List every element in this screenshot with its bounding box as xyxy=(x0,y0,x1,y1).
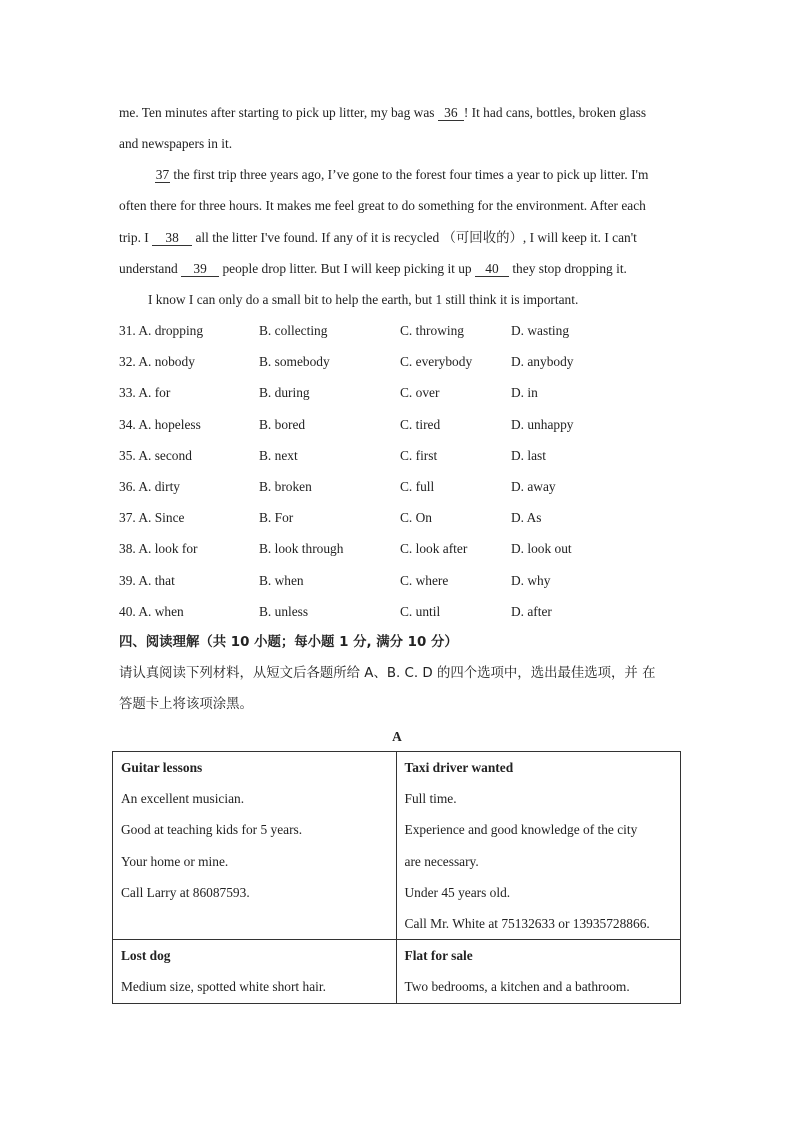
ad-lost-dog xyxy=(113,940,397,1003)
ad-line: Call Mr. White at 75132633 or 13935728866. xyxy=(404,915,650,931)
option-d: D. unhappy xyxy=(511,417,574,432)
option-row-32 xyxy=(119,353,679,371)
passage-text: they stop dropping it. xyxy=(508,261,627,276)
passage-text: all the litter I've found. If any of it is recycled （可回收的）, I will keep it. I can't xyxy=(192,230,637,245)
option-a: 37. A. Since xyxy=(119,510,185,525)
passage-text: understand xyxy=(119,261,182,276)
option-b: B. For xyxy=(259,510,294,525)
option-d: D. after xyxy=(511,604,552,619)
option-a: 31. A. dropping xyxy=(119,323,204,338)
blank-37: 37 xyxy=(155,167,170,182)
option-d: D. away xyxy=(511,479,556,494)
option-row-39 xyxy=(119,572,679,590)
option-d: D. look out xyxy=(511,541,572,556)
option-b: B. unless xyxy=(259,604,309,619)
option-a: 34. A. hopeless xyxy=(119,417,201,432)
option-a: 38. A. look for xyxy=(119,541,198,556)
ad-line: Medium size, spotted white short hair. xyxy=(121,979,326,995)
passage-line-4: often there for three hours. It makes me feel great to do something for the environment. After each xyxy=(119,198,646,213)
option-row-31 xyxy=(119,322,679,340)
option-c: C. where xyxy=(400,573,449,588)
instruction-line-1: 请认真阅读下列材料，从短文后各题所给 A、B. C. D 的四个选项中，选出最佳选项，并 在 xyxy=(119,666,656,681)
option-d: D. why xyxy=(511,573,551,588)
option-b: B. look through xyxy=(259,541,344,556)
instruction-line-2: 答题卡上将该项涂黑。 xyxy=(119,697,253,712)
option-b: B. next xyxy=(259,448,298,463)
ad-guitar-lessons xyxy=(113,752,397,940)
option-b: B. somebody xyxy=(259,354,330,369)
blank-40: 40 xyxy=(475,261,509,277)
table-row xyxy=(113,940,681,1003)
option-d: D. anybody xyxy=(511,354,574,369)
option-row-37 xyxy=(119,509,679,527)
option-b: B. collecting xyxy=(259,323,328,338)
passage-line-7: I know I can only do a small bit to help the earth, but 1 still think it is important. xyxy=(148,292,579,307)
ad-title: Guitar lessons xyxy=(121,760,203,775)
option-c: C. everybody xyxy=(400,354,473,369)
passage-text: trip. I xyxy=(119,230,153,245)
passage-text: the first trip three years ago, I’ve gone to the forest four times a year to pick up litter. I'm xyxy=(170,167,649,182)
ad-title: Taxi driver wanted xyxy=(404,760,514,775)
option-c: C. tired xyxy=(400,417,441,432)
ad-line: Good at teaching kids for 5 years. xyxy=(121,822,303,838)
option-b: B. when xyxy=(259,573,304,588)
option-d: D. in xyxy=(511,385,538,400)
option-row-38 xyxy=(119,540,679,558)
ad-line: Full time. xyxy=(404,791,457,807)
ad-line: Call Larry at 86087593. xyxy=(121,884,250,900)
option-b: B. bored xyxy=(259,417,306,432)
ad-title: Flat for sale xyxy=(404,948,473,964)
ad-line: Experience and good knowledge of the city xyxy=(404,822,638,838)
blank-38: 38 xyxy=(152,230,192,246)
passage-label: A xyxy=(392,729,402,744)
passage-text: me. Ten minutes after starting to pick up litter, my bag was xyxy=(119,105,438,120)
option-a: 40. A. when xyxy=(119,604,184,619)
ad-line: Under 45 years old. xyxy=(404,884,511,900)
passage-text: ! It had cans, bottles, broken glass xyxy=(463,105,647,120)
ad-title: Lost dog xyxy=(121,948,171,964)
ad-flat-for-sale xyxy=(396,940,680,1003)
option-c: C. look after xyxy=(400,541,468,556)
option-d: D. wasting xyxy=(511,323,570,338)
ad-line: Two bedrooms, a kitchen and a bathroom. xyxy=(404,979,630,995)
option-row-35 xyxy=(119,447,679,465)
option-d: D. last xyxy=(511,448,546,463)
option-a: 39. A. that xyxy=(119,573,175,588)
passage-line-1 xyxy=(119,104,679,122)
option-c: C. throwing xyxy=(400,323,464,338)
option-a: 36. A. dirty xyxy=(119,479,181,494)
passage-text: people drop litter. But I will keep picking it up xyxy=(219,261,475,276)
option-row-36 xyxy=(119,478,679,496)
section-heading: 四、阅读理解（共 10 小题；每小题 1 分, 满分 10 分） xyxy=(119,635,458,650)
option-c: C. over xyxy=(400,385,440,400)
blank-39: 39 xyxy=(181,261,219,277)
option-c: C. until xyxy=(400,604,441,619)
ad-line: are necessary. xyxy=(404,853,479,869)
ad-line: An excellent musician. xyxy=(121,791,245,807)
table-row xyxy=(113,752,681,940)
passage-line-6 xyxy=(119,260,679,278)
option-c: C. full xyxy=(400,479,435,494)
ad-line: Your home or mine. xyxy=(121,853,229,869)
option-d: D. As xyxy=(511,510,542,525)
option-row-40 xyxy=(119,603,679,621)
passage-line-5 xyxy=(119,229,679,247)
option-c: C. first xyxy=(400,448,438,463)
option-a: 35. A. second xyxy=(119,448,192,463)
option-b: B. broken xyxy=(259,479,312,494)
passage-line-2: and newspapers in it. xyxy=(119,136,233,151)
option-c: C. On xyxy=(400,510,432,525)
option-a: 33. A. for xyxy=(119,385,171,400)
option-b: B. during xyxy=(259,385,310,400)
blank-36: 36 xyxy=(438,105,464,121)
ad-taxi-driver xyxy=(396,752,680,940)
option-row-34 xyxy=(119,416,679,434)
passage-line-3 xyxy=(155,166,715,184)
ads-table xyxy=(112,751,681,1004)
option-row-33 xyxy=(119,384,679,402)
option-a: 32. A. nobody xyxy=(119,354,195,369)
